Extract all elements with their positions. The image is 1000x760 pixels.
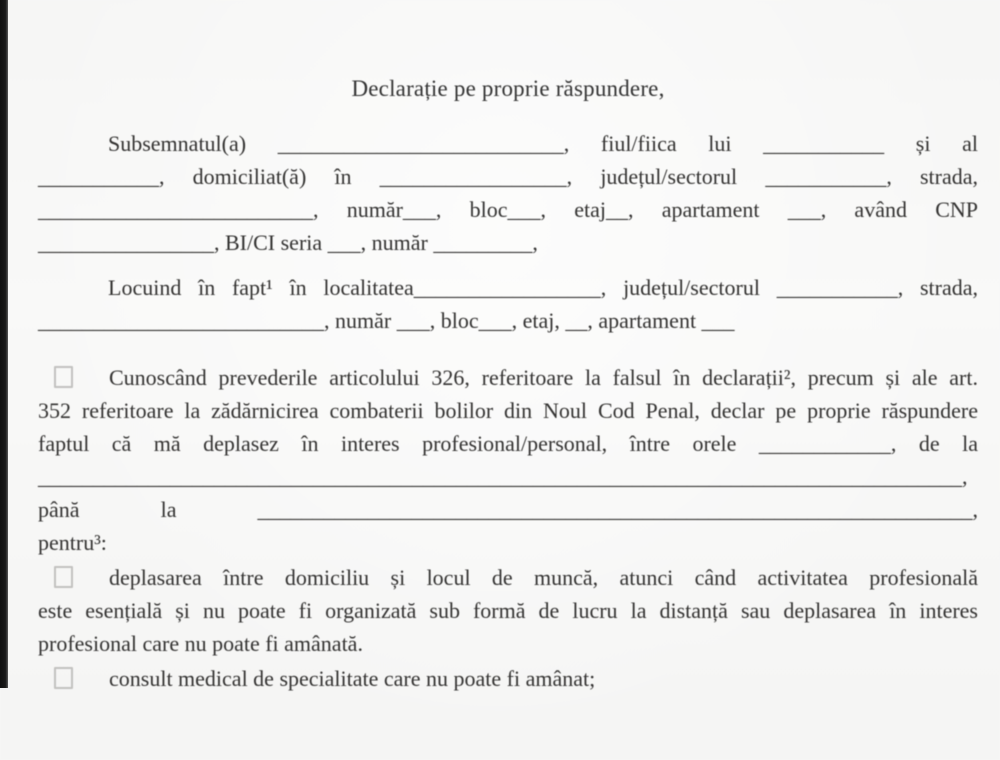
form-line-locuind-adresa: __________________________, număr ___, bloc___, etaj, __, apartament ___ [38,308,735,333]
checkbox-reason-work[interactable] [54,566,73,588]
declaration-line-text: Cunoscând prevederile articolului 326, referitoare la falsul în declarații², precum și ale art. [109,365,978,390]
form-line-bici: ________________, BI/CI seria ___, număr _________, [38,230,538,255]
form-line-domiciliu: ___________, domiciliat(ă) în _________________, județul/sectorul ___________, strada, [38,164,978,189]
paragraph-declaration [38,361,978,559]
form-line-orele: faptul că mă deplasez în interes profesional/personal, între orele ____________, de la [38,431,978,456]
paragraph-identity [38,127,978,259]
form-line-subsemnatul: Subsemnatul(a) __________________________, fiul/fiica lui ___________ și al [108,131,978,156]
document-title: Declarație pe proprie răspundere, [351,76,665,101]
form-line-amanata: profesional care nu poate fi amânată. [38,631,363,656]
form-line-dela-blank: ____________________________________________________________________________________, [38,464,968,489]
form-line-deplasarea [38,561,978,594]
reason-work-line-text: deplasarea între domiciliu și locul de muncă, atunci când activitatea profesională [109,565,978,590]
paragraph-reason-medical [38,662,978,695]
reason-medical-line-text: consult medical de specialitate care nu poate fi amânat; [109,666,596,691]
checkbox-declaration[interactable] [54,366,73,388]
form-line-adresa: _________________________, număr___, bloc___, etaj__, apartament ___, având CNP [38,197,978,222]
form-line-352: 352 referitoare la zădărnicirea combaterii bolilor din Noul Cod Penal, declar pe proprie răspundere [38,398,978,423]
paragraph-reason-work [38,561,978,660]
form-line-locuind: Locuind în fapt¹ în localitatea_________________, județul/sectorul ___________, strada, [108,275,978,300]
form-line-esentiala: este esențială și nu poate fi organizată sub formă de lucru la distanță sau deplasarea în interes [38,598,978,623]
checkbox-reason-medical[interactable] [54,667,73,689]
form-line-consult [38,662,978,695]
form-line-pentru: pentru³: [38,530,107,555]
scan-edge-shadow [0,0,8,688]
form-line-panala: până la _________________________________________________________________, [38,497,978,522]
paragraph-residence [38,271,978,337]
form-line-cunoscand [38,361,978,394]
